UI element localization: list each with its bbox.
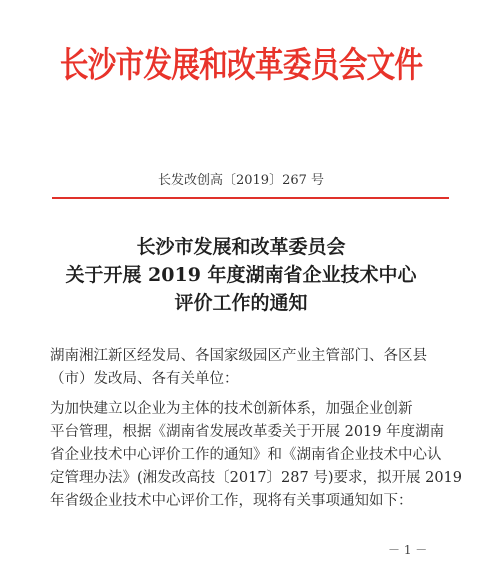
body-line: 为加快建立以企业为主体的技术创新体系，加强企业创新 (50, 401, 413, 417)
document-masthead: 长沙市发展和改革委员会文件 (59, 46, 423, 86)
page-number: － 1 － (388, 543, 428, 557)
red-separator-rule (52, 197, 449, 199)
body-line: 平台管理，根据《湖南省发展改革委关于开展 2019 年度湖南 (50, 424, 445, 440)
body-line: 湖南湘江新区经发局、各国家级园区产业主管部门、各区县 (50, 348, 427, 364)
title-line-2: 关于开展 2019 年度湖南省企业技术中心 (65, 264, 417, 286)
body-line: （市）发改局、各有关单位： (50, 371, 239, 387)
document-number: 长发改创高〔2019〕267 号 (157, 173, 325, 188)
title-line-1: 长沙市发展和改革委员会 (136, 236, 346, 258)
body-line: 年省级企业技术中心评价工作，现将有关事项通知如下： (50, 493, 413, 509)
body-line: 定管理办法》(湘发改高技〔2017〕287 号)要求，拟开展 2019 (50, 470, 463, 486)
body-line: 省企业技术中心评价工作的通知》和《湖南省企业技术中心认 (50, 447, 442, 463)
title-line-3: 评价工作的通知 (174, 292, 308, 314)
